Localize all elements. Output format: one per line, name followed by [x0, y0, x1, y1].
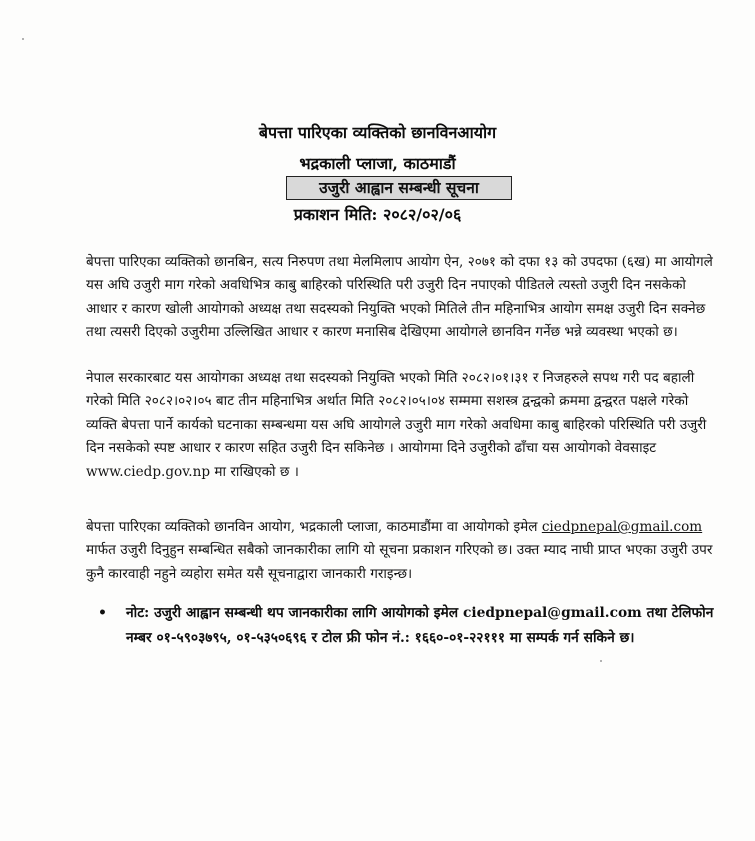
bullet-icon: • — [98, 605, 107, 621]
paragraph-submission-suffix: मार्फत उजुरी दिनुहुन सम्बन्धित सबैको जानकारीका लागि यो सूचना प्रकाशन गरिएको छ। उक्त म्याद नाघी प्राप्त भएका उजुरी उपर कुनै कारवाही नहुने व्यहोरा समेत यसै सूचनाद्वारा जानकारी गराइन्छ। — [86, 542, 713, 582]
paragraph-submission — [86, 516, 716, 586]
contact-note — [100, 601, 725, 651]
paragraph-submission-prefix: बेपत्ता पारिएका व्यक्तिको छानविन आयोग, भद्रकाली प्लाजा, काठमाडौंमा वा आयोगको इमेल — [86, 519, 542, 535]
commission-address: भद्रकाली प्लाजा, काठमाडौं — [299, 154, 456, 173]
contact-note-text: नोट: उजुरी आह्वान सम्बन्धी थप जानकारीका लागि आयोगको इमेल ciedpnepal@gmail.com तथा टेलिफोन नम्बर ०१-५९०३७९५, ०१-५३५०६९६ र टोल फ्री फोन नं.: १६६०-०१-२२१११ मा सम्पर्क गर्न सकिने छ। — [126, 605, 714, 646]
paragraph-legal-provision: बेपत्ता पारिएका व्यक्तिको छानबिन, सत्य निरुपण तथा मेलमिलाप आयोग ऐन, २०७१ को दफा १३ को उपदफा (६ख) मा आयोगले यस अघि उजुरी माग गरेको अवधिभित्र काबु बाहिरको परिस्थिति परी उजुरी दिन नपाएको पीडितले त्यस्तो उजुरी दिन नसकेको आधार र कारण खोली आयोगको अध्यक्ष तथा सदस्यको नियुक्ति भएको मितिले तीन महिनाभित्र आयोग समक्ष उजुरी दिन सक्नेछ तथा त्यसरी दिएको उजुरीमा उल्लिखित आधार र कारण मनासिब देखिएमा आयोगले छानविन गर्नेछ भन्ने व्यवस्था भएको छ। — [86, 254, 713, 341]
commission-name: बेपत्ता पारिएका व्यक्तिको छानविनआयोग — [258, 123, 497, 142]
publication-date: प्रकाशन मिति: २०८२/०२/०६ — [293, 205, 462, 224]
paragraph-deadline: नेपाल सरकारबाट यस आयोगका अध्यक्ष तथा सदस्यको नियुक्ति भएको मिति २०८२।०१।३१ र निजहरुले सपथ गरी पद बहाली गरेको मिति २०८२।०२।०५ बाट तीन महिनाभित्र अर्थात मिति २०८२।०५।०४ सम्ममा सशस्त्र द्वन्द्वको क्रममा द्वन्द्वरत पक्षले गरेको व्यक्ति बेपत्ता पार्ने कार्यको घटनाका सम्बन्धमा यस अघि आयोगले उजुरी माग गरेको अवधिमा काबु बाहिरको परिस्थिति परी उजुरी दिन नसकेको स्पष्ट आधार र कारण सहित उजुरी दिन सकिनेछ । आयोगमा दिने उजुरीको ढाँचा यस आयोगको वेवसाइट www.ciedp.gov.np मा राखिएको छ । — [86, 370, 707, 480]
notice-title-box: उजुरी आह्वान सम्बन्धी सूचना — [286, 176, 512, 200]
scan-speck — [600, 660, 602, 662]
scan-speck — [22, 38, 24, 40]
email-link[interactable]: ciedpnepal@gmail.com — [541, 519, 703, 535]
